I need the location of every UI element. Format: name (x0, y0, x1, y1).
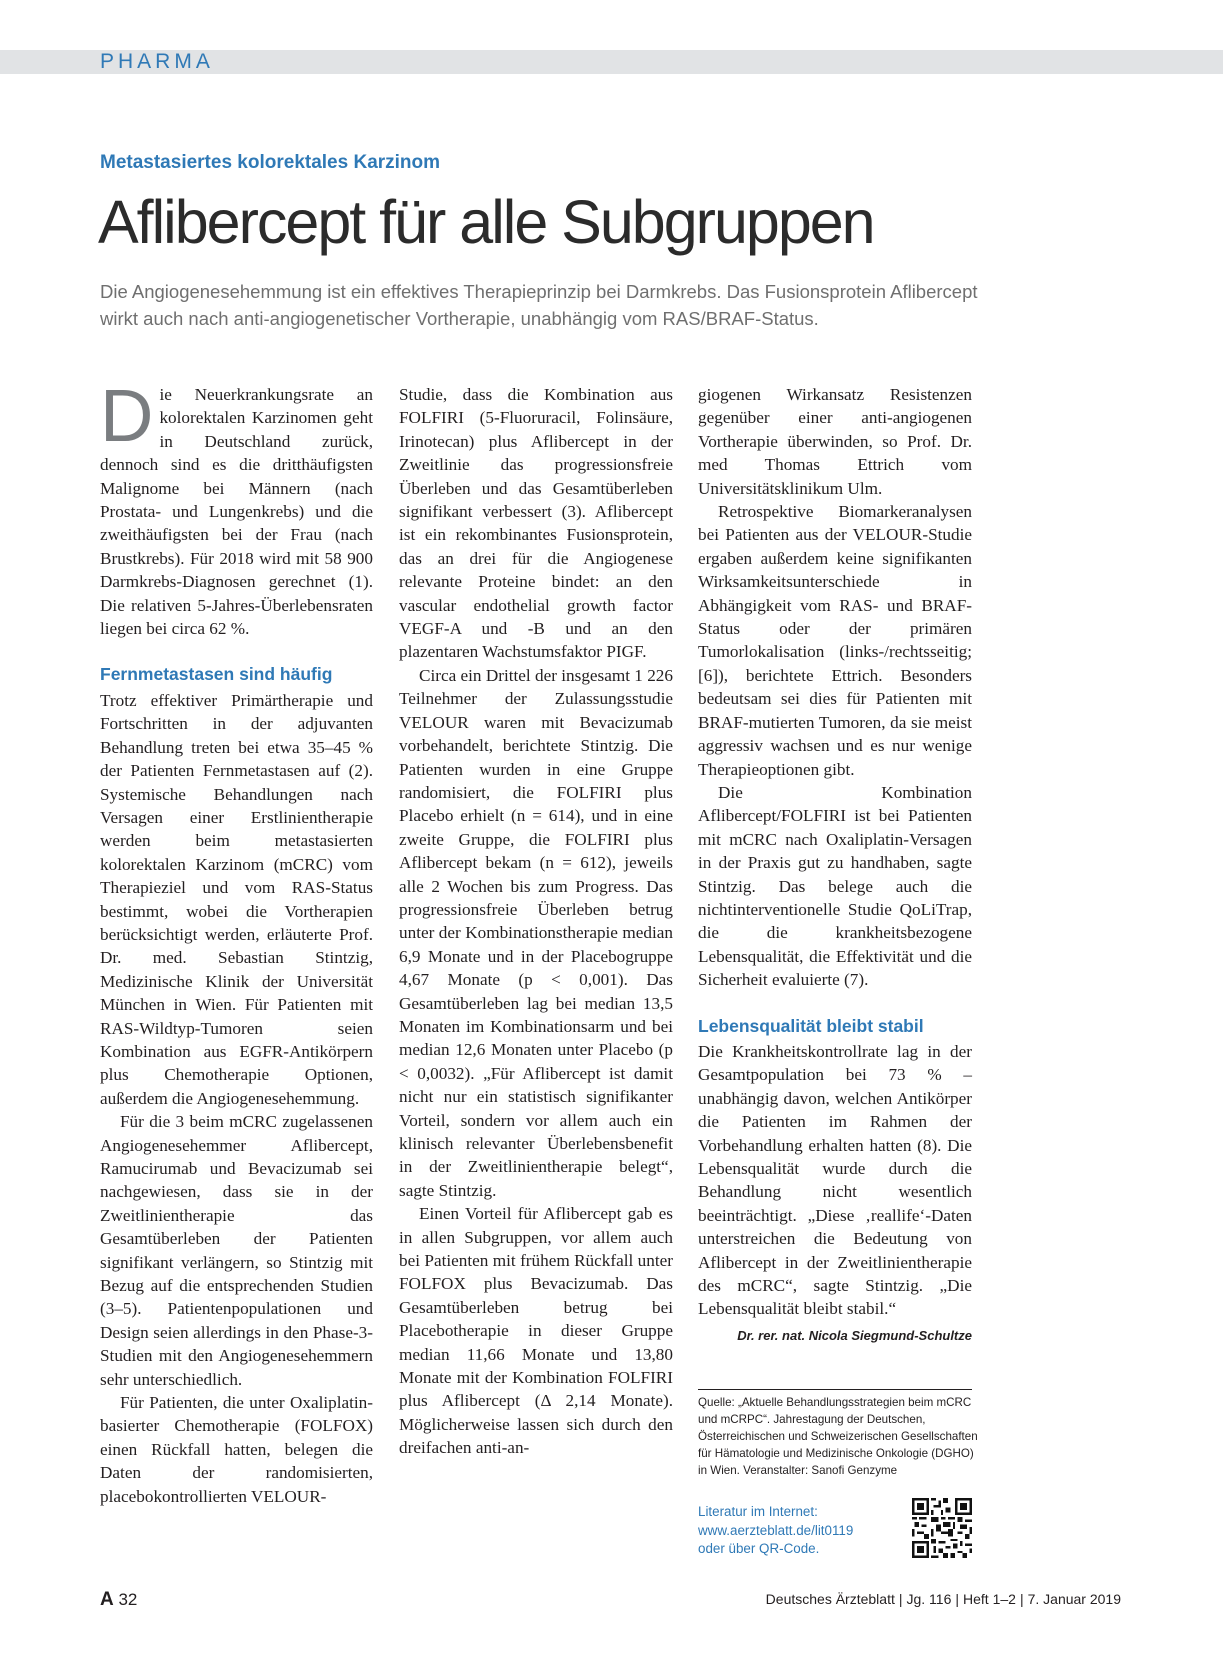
footer-citation: Deutsches Ärzteblatt | Jg. 116 | Heft 1–2 | 7. Januar 2019 (765, 1591, 1121, 1607)
paragraph: Trotz effektiver Primärtherapie und Fortschritten in der adjuvanten Behandlung treten bei etwa 35–45 % der Patienten Fernmetastasen auf (2). Systemische Behandlungen nach Versagen einer Erstlinientherapie werden beim metastasierten kolorektalen Karzinom (mCRC) vom Therapieziel und vom RAS-Status bestimmt, wobei die Vortherapien berücksichtigt werden, erläuterte Prof. Dr. med. Sebastian Stintzig, Medizinische Klinik der Universität München in Wien. Für Patienten mit RAS-Wildtyp-Tumoren seien Kombination aus EGFR-Antikörpern plus Chemotherapie Optionen, außerdem die Angiogenesehemmung. (100, 690, 373, 1108)
literature-note (698, 1503, 888, 1559)
author-byline: Dr. rer. nat. Nicola Siegmund-Schultze (737, 1327, 972, 1343)
literature-label: Literatur im Internet: (698, 1504, 818, 1519)
source-note: Quelle: „Aktuelle Behandlungsstrategien beim mCRC und mCRPC“. Jahrestagung der Deutschen, Österreichischen und Schweizerischen Gesellschaften für Hämatologie und Medizinische Onkologie (DGHO) in Wien. Veranstalter: Sanofi Genzyme (698, 1396, 978, 1477)
paragraph: Die Krankheitskontrollrate lag in der Gesamtpopulation bei 73 % – unabhängig davon, welchen Antikörper die Patienten im Rahmen der Vorbehandlung erhalten hatten (8). Die Lebensqualität wurde durch die Behandlung nicht wesentlich beeinträchtigt. „Diese ‚reallife‘-Daten unterstreichen die Bedeutung von Aflibercept in der Zweitlinientherapie des mCRC“, sagte Stintzig. „Die Lebensqualität bleibt stabil.“ (698, 1041, 972, 1319)
column-1 (100, 374, 373, 1508)
paragraph: giogenen Wirkansatz Resistenzen gegenüber einer anti-angiogenen Vortherapie überwinden, so Prof. Dr. med Thomas Ettrich vom Universitätsklinikum Ulm. (698, 385, 972, 498)
article-kicker: Metastasiertes kolorektales Karzinom (100, 152, 441, 173)
literature-link[interactable]: www.aerzteblatt.de/lit0119 (698, 1522, 854, 1538)
paragraph: Einen Vorteil für Aflibercept gab es in allen Subgruppen, vor allem auch bei Patienten mit frühem Rückfall unter FOLFOX plus Bevacizumab. Das Gesamtüberleben betrug bei Placebotherapie in dieser Gruppe median 11,66 Monate und 13,80 Monate mit der Kombination FOLFIRI plus Aflibercept (Δ 2,14 Monate). Möglicherweise lassen sich durch den dreifachen anti-an- (399, 1204, 673, 1458)
page-number (100, 1589, 137, 1611)
article-lead: Die Angiogenesehemmung ist ein effektives Therapieprinzip bei Darmkrebs. Das Fusionsprotein Aflibercept wirkt auch nach anti-angiogenetischer Vortherapie, unabhängig vom RAS/BRAF-Status. (100, 281, 978, 329)
qr-code-icon[interactable] (912, 1498, 972, 1558)
column-2 (399, 383, 673, 1460)
literature-qr-hint: oder über QR-Code. (698, 1541, 820, 1556)
paragraph: Retrospektive Biomarkeranalysen bei Patienten aus der VELOUR-Studie ergaben außerdem keine signifikanten Wirksamkeitsunterschiede in Abhängigkeit vom RAS- und BRAF-Status oder der primären Tumorlokalisation (links-/rechtsseitig; [6]), berichtete Ettrich. Besonders bedeutsam sei dies für Patienten mit BRAF-mutierten Tumoren, da sie meist aggressiv wachsen und es nur wenige Therapieoptionen gibt. (698, 502, 972, 779)
intro-text: ie Neuerkrankungsrate an kolorektalen Karzinomen geht in Deutschland zurück, dennoch sind es die dritthäufigsten Malignome bei Männern (nach Prostata- und Lungenkrebs) und die zweithäufigsten bei der Frau (nach Brustkrebs). Für 2018 wird mit 58 900 Darmkrebs-Diagnosen gerechnet (1). Die relativen 5-Jahres-Überlebensraten liegen bei circa 62 %. (100, 385, 373, 639)
source-divider (698, 1389, 972, 1390)
article-title: Aflibercept für alle Subgruppen (98, 188, 874, 256)
paragraph: Circa ein Drittel der insgesamt 1 226 Teilnehmer der Zulassungsstudie VELOUR waren mit Bevacizumab vorbehandelt, berichtete Stintzig. Die Patienten wurden in eine Gruppe randomisiert, die FOLFIRI plus Placebo erhielt (n = 614), und in eine zweite Gruppe, die FOLFIRI plus Aflibercept bekam (n = 612), jeweils alle 2 Wochen bis zum Progress. Das progressionsfreie Überleben betrug unter der Kombinationstherapie median 6,9 Monate und in der Placebogruppe 4,67 Monate (p < 0,001). Das Gesamtüberleben lag bei median 13,5 Monaten im Kombinationsarm und bei median 12,6 Monaten unter Placebo (p < 0,0032). „Für Aflibercept ist damit nicht nur ein statistisch signifikanter Vorteil, sondern vor allem auch ein klinisch relevanter Überlebensbenefit in der Zweitlinientherapie belegt“, sagte Stintzig. (399, 665, 673, 1200)
paragraph: Die Kombination Aflibercept/FOLFIRI ist bei Patienten mit mCRC nach Oxaliplatin-Versagen in der Praxis gut zu handhaben, sagte Stintzig. Das belege auch die nichtinterventionelle Studie QoLiTrap, die die krankheitsbezogene Lebensqualität, die Effektivität und die Sicherheit evaluierte (7). (698, 782, 972, 990)
section-label: PHARMA (100, 50, 214, 73)
footer-date: 7. Januar 2019 (1027, 1591, 1121, 1607)
paragraph-intro (100, 374, 373, 640)
page-prefix: A (100, 1589, 114, 1610)
drop-cap: D (100, 374, 154, 457)
footer-journal: Deutsches Ärzteblatt (765, 1591, 895, 1607)
paragraph: Studie, dass die Kombination aus FOLFIRI (5-Fluoruracil, Folinsäure, Irinotecan) plus Aflibercept in der Zweitlinie das progressionsfreie Überleben und das Gesamtüberleben signifikant verbessert (3). Aflibercept ist ein rekombinantes Fusionsprotein, das an drei für die Angiogenese relevante Proteine bindet: an den vascular endothelial growth factor VEGF-A und -B und an den plazentaren Wachstumsfaktor PIGF. (399, 385, 673, 662)
paragraph: Für die 3 beim mCRC zugelassenen Angiogenesehemmer Aflibercept, Ramucirumab und Bevacizumab sei nachgewiesen, dass sie in der Zweitlinientherapie das Gesamtüberleben der Patienten signifikant verlängern, so Stintzig mit Bezug auf die entsprechenden Studien (3–5). Patientenpopulationen und Design seien allerdings in den Phase-3-Studien mit den Angiogenesehemmern sehr unterschiedlich. (100, 1112, 373, 1389)
column-3 (698, 383, 972, 1347)
page-number-value: 32 (118, 1590, 138, 1609)
paragraph: Für Patienten, die unter Oxaliplatin-basierter Chemotherapie (FOLFOX) einen Rückfall hatten, belegen die Daten der randomisierten, placebokontrollierten VELOUR- (100, 1393, 373, 1506)
footer-volume: Jg. 116 (906, 1591, 952, 1607)
subheading-fernmetastasen: Fernmetastasen sind häufig (100, 664, 333, 685)
subheading-lebensqualitaet: Lebensqualität bleibt stabil (698, 1015, 924, 1036)
footer-issue: Heft 1–2 (963, 1591, 1016, 1607)
